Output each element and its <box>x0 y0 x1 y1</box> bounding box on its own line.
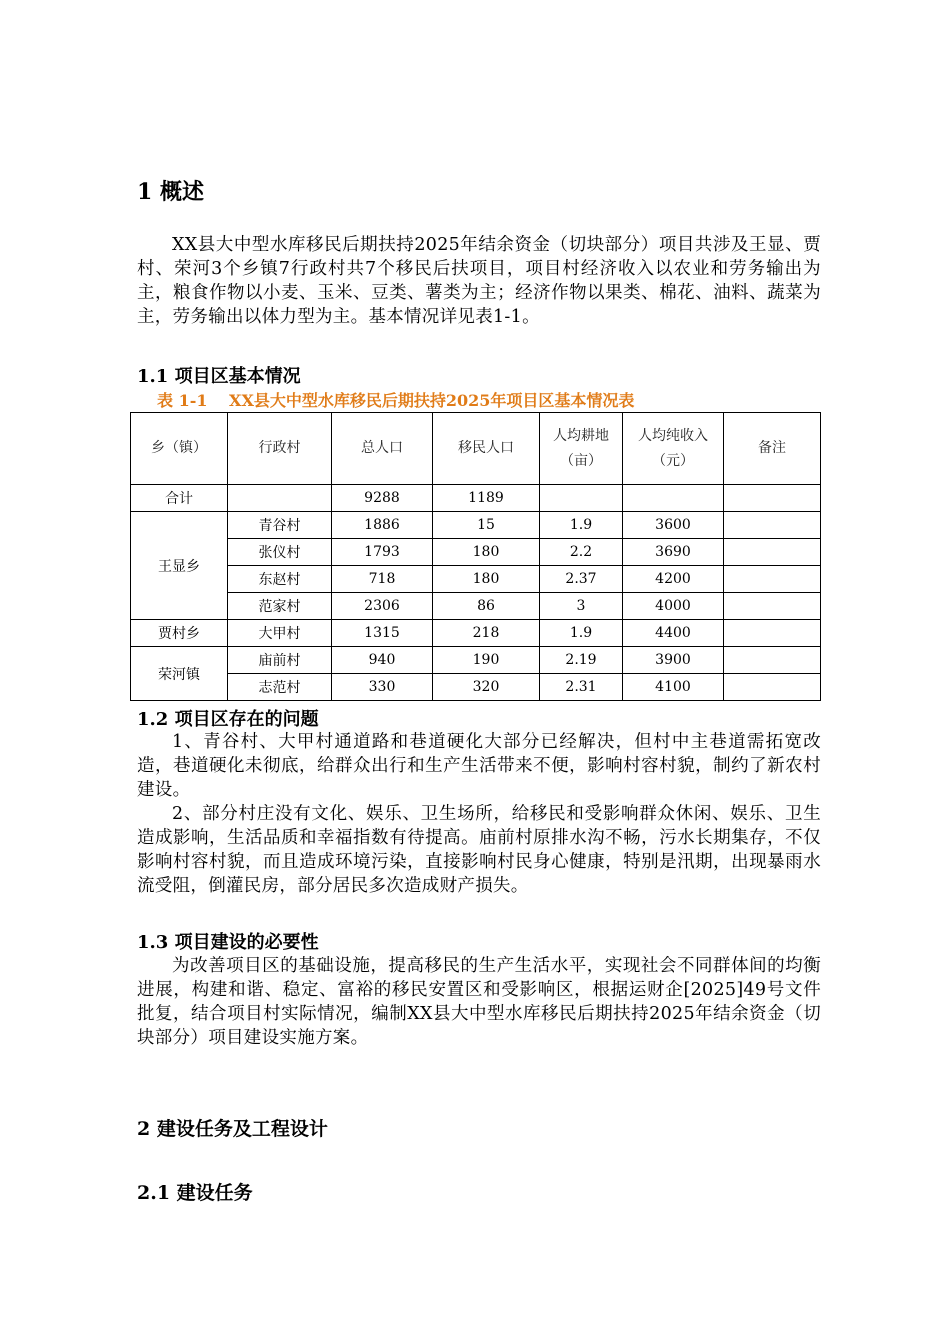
section-1-title: 1 概述 <box>137 179 204 205</box>
table-cell: 大甲村 <box>228 620 332 647</box>
table-cell: 1.9 <box>540 620 623 647</box>
table-cell: 320 <box>433 674 540 701</box>
table-row <box>131 539 821 566</box>
section-1-2-title: 1.2 项目区存在的问题 <box>137 709 319 730</box>
table-cell: 1315 <box>332 620 433 647</box>
table-cell: 330 <box>332 674 433 701</box>
table-cell <box>724 674 821 701</box>
section-1-intro <box>137 233 821 329</box>
section-1-3-body <box>137 954 821 1050</box>
section-1-1-title: 1.1 项目区基本情况 <box>137 366 301 387</box>
table-header-cell: 总人口 <box>332 413 433 485</box>
section-1-2-body <box>137 730 821 898</box>
township-cell: 贾村乡 <box>131 620 228 647</box>
table-caption: 表 1-1 XX县大中型水库移民后期扶持2025年项目区基本情况表 <box>157 391 635 410</box>
table-cell: 718 <box>332 566 433 593</box>
township-cell: 荣河镇 <box>131 647 228 701</box>
table-cell: 志范村 <box>228 674 332 701</box>
table-cell <box>623 485 724 512</box>
table-header-cell: 人均纯收入（元） <box>623 413 724 485</box>
table-cell <box>228 485 332 512</box>
table-row <box>131 566 821 593</box>
township-cell: 王显乡 <box>131 512 228 620</box>
table-cell: 青谷村 <box>228 512 332 539</box>
table-cell: 2.37 <box>540 566 623 593</box>
table-cell: 3600 <box>623 512 724 539</box>
table-cell: 2.19 <box>540 647 623 674</box>
table-header-row <box>131 413 821 485</box>
table-cell <box>724 620 821 647</box>
necessity-paragraph: 为改善项目区的基础设施，提高移民的生产生活水平，实现社会不同群体间的均衡进展，构建和谐、稳定、富裕的移民安置区和受影响区，根据运财企[2025]49号文件批复，结合项目村实际情况，编制XX县大中型水库移民后期扶持2025年结余资金（切块部分）项目建设实施方案。 <box>137 956 821 1048</box>
table-cell: 合计 <box>131 485 228 512</box>
table-cell: 3900 <box>623 647 724 674</box>
table-header-cell: 备注 <box>724 413 821 485</box>
problem-paragraph-2: 2、部分村庄没有文化、娱乐、卫生场所，给移民和受影响群众休闲、娱乐、卫生造成影响，生活品质和幸福指数有待提高。庙前村原排水沟不畅，污水长期集存，不仅影响村容村貌，而且造成环境污染，直接影响村民身心健康，特别是汛期，出现暴雨水流受阻，倒灌民房，部分居民多次造成财产损失。 <box>137 804 821 896</box>
basic-info-table <box>130 412 821 701</box>
section-2-1-title: 2.1 建设任务 <box>137 1182 253 1204</box>
table-cell: 1.9 <box>540 512 623 539</box>
table-row <box>131 647 821 674</box>
table-header-cell: 人均耕地（亩） <box>540 413 623 485</box>
table-cell: 1189 <box>433 485 540 512</box>
table-cell <box>724 647 821 674</box>
table-cell: 2.2 <box>540 539 623 566</box>
table-total-row <box>131 485 821 512</box>
table-cell <box>540 485 623 512</box>
section-2-title: 2 建设任务及工程设计 <box>137 1118 328 1140</box>
table-cell: 1886 <box>332 512 433 539</box>
table-cell: 3690 <box>623 539 724 566</box>
table-cell: 2306 <box>332 593 433 620</box>
table-cell: 9288 <box>332 485 433 512</box>
table-header-cell: 行政村 <box>228 413 332 485</box>
table-cell: 1793 <box>332 539 433 566</box>
intro-paragraph: XX县大中型水库移民后期扶持2025年结余资金（切块部分）项目共涉及王显、贾村、荣河3个乡镇7行政村共7个移民后扶项目，项目村经济收入以农业和劳务输出为主，粮食作物以小麦、玉米、豆类、薯类为主；经济作物以果类、棉花、油料、蔬菜为主，劳务输出以体力型为主。基本情况详见表1-1。 <box>137 235 821 327</box>
table-cell <box>724 485 821 512</box>
table-row <box>131 620 821 647</box>
table-cell <box>724 593 821 620</box>
table-row <box>131 512 821 539</box>
table-cell <box>724 512 821 539</box>
table-cell: 4000 <box>623 593 724 620</box>
table-cell: 4200 <box>623 566 724 593</box>
table-cell: 86 <box>433 593 540 620</box>
table-cell <box>724 566 821 593</box>
table-cell: 190 <box>433 647 540 674</box>
section-1-3-title: 1.3 项目建设的必要性 <box>137 932 319 953</box>
table-cell: 庙前村 <box>228 647 332 674</box>
table-header-cell: 乡（镇） <box>131 413 228 485</box>
table-cell: 180 <box>433 539 540 566</box>
table-row <box>131 674 821 701</box>
table-cell: 4100 <box>623 674 724 701</box>
table-cell: 4400 <box>623 620 724 647</box>
table-row <box>131 593 821 620</box>
table-cell <box>724 539 821 566</box>
table-cell: 东赵村 <box>228 566 332 593</box>
table-cell: 张仪村 <box>228 539 332 566</box>
table-cell: 940 <box>332 647 433 674</box>
table-cell: 180 <box>433 566 540 593</box>
problem-paragraph-1: 1、青谷村、大甲村通道路和巷道硬化大部分已经解决，但村中主巷道需拓宽改造，巷道硬化未彻底，给群众出行和生产生活带来不便，影响村容村貌，制约了新农村建设。 <box>137 732 821 800</box>
table-header-cell: 移民人口 <box>433 413 540 485</box>
table-cell: 218 <box>433 620 540 647</box>
table-cell: 3 <box>540 593 623 620</box>
table-cell: 范家村 <box>228 593 332 620</box>
table-cell: 2.31 <box>540 674 623 701</box>
table-cell: 15 <box>433 512 540 539</box>
